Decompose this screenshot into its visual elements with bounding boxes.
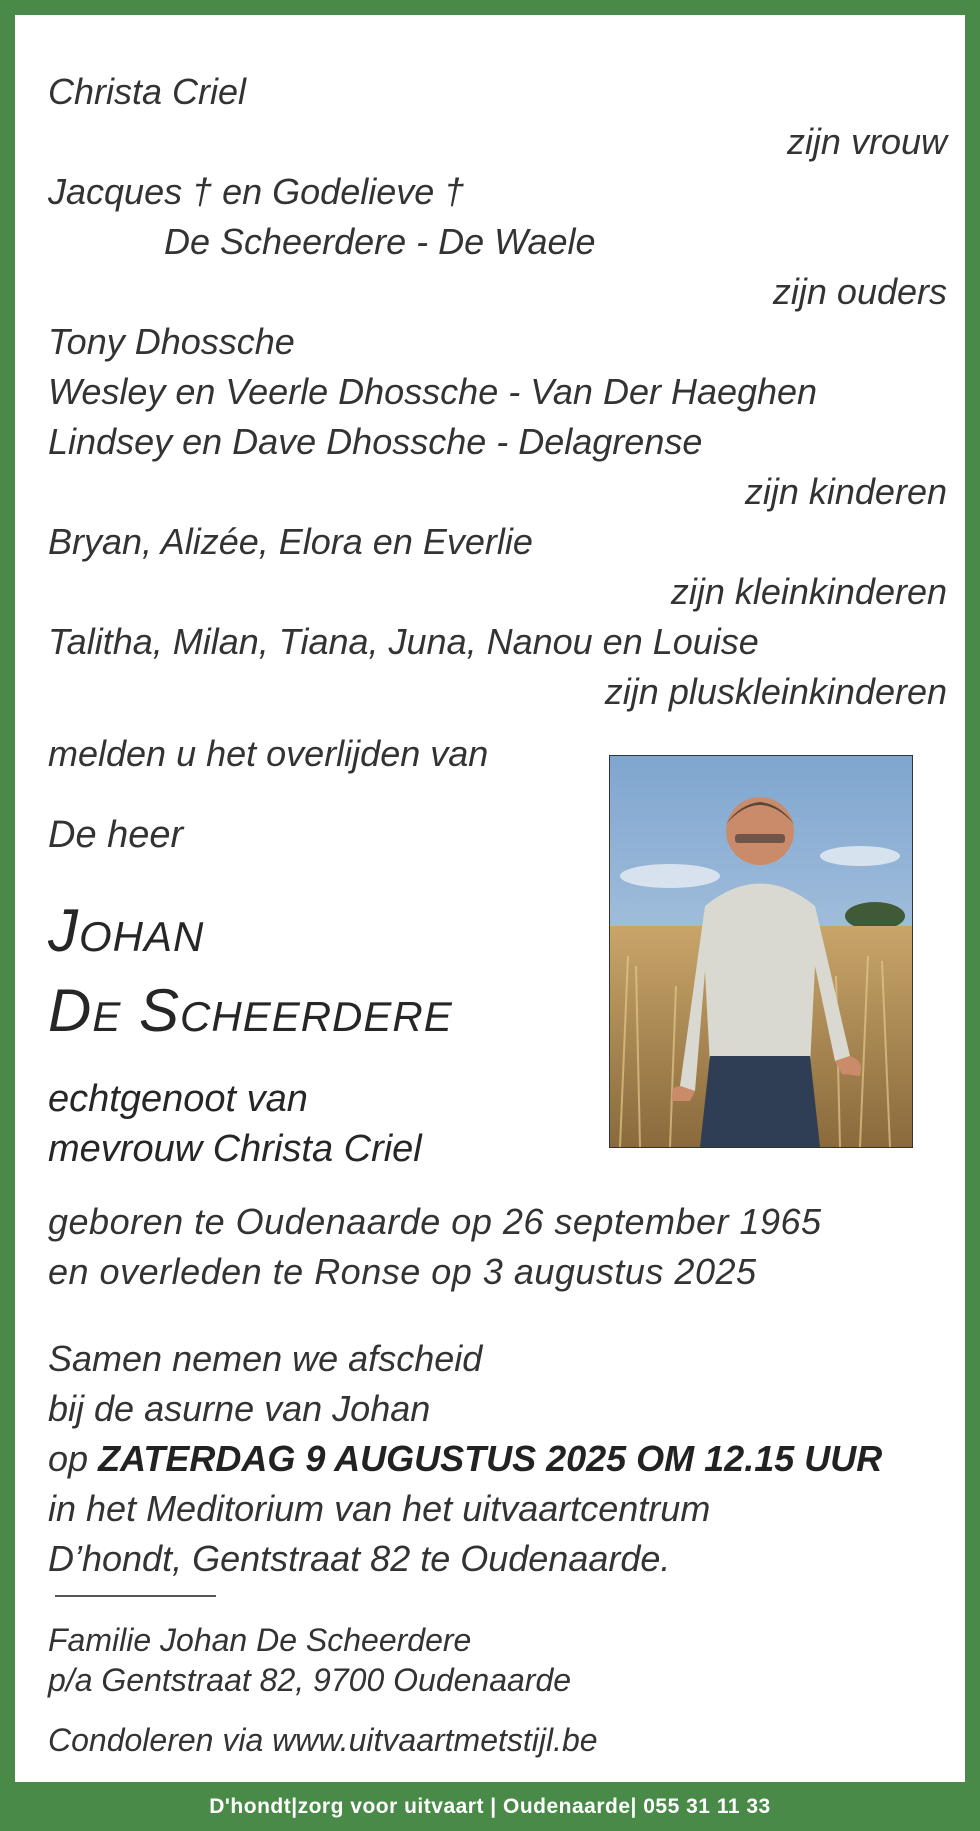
ceremony-prefix: op	[48, 1438, 89, 1479]
wife-role: zijn vrouw	[786, 121, 947, 162]
plus-grandchildren: Talitha, Milan, Tiana, Juna, Nanou en Louise	[48, 621, 759, 662]
parents-line-1: Jacques † en Godelieve †	[48, 171, 465, 212]
deceased-title: De heer	[48, 814, 184, 856]
birth-line: geboren te Oudenaarde op 26 september 1965	[48, 1201, 822, 1242]
ceremony-date: ZATERDAG 9 AUGUSTUS 2025 OM 12.15 UUR	[98, 1438, 883, 1479]
ceremony-line-4: in het Meditorium van het uitvaartcentrum	[48, 1488, 711, 1529]
family-line: Familie Johan De Scheerdere	[48, 1622, 472, 1658]
parents-line-2: De Scheerdere - De Waele	[164, 221, 596, 262]
spouse-line-2: mevrouw Christa Criel	[48, 1128, 422, 1170]
child-3: Lindsey en Dave Dhossche - Delagrense	[48, 421, 703, 462]
deceased-photo	[609, 755, 913, 1148]
ceremony-line-3	[48, 1437, 882, 1481]
wife-name: Christa Criel	[48, 71, 247, 112]
photo-illustration	[610, 756, 912, 1147]
footer-bar	[0, 1782, 980, 1831]
death-line: en overleden te Ronse op 3 augustus 2025	[48, 1251, 757, 1292]
address-line: p/a Gentstraat 82, 9700 Oudenaarde	[48, 1662, 572, 1698]
ceremony-line-1: Samen nemen we afscheid	[48, 1338, 483, 1379]
child-1: Tony Dhossche	[48, 321, 295, 362]
spouse-line-1: echtgenoot van	[48, 1078, 308, 1120]
ceremony-line-2: bij de asurne van Johan	[48, 1388, 431, 1429]
grandchildren: Bryan, Alizée, Elora en Everlie	[48, 521, 533, 562]
children-role: zijn kinderen	[744, 471, 947, 512]
divider	[55, 1595, 216, 1597]
child-2: Wesley en Veerle Dhossche - Van Der Haeghen	[48, 371, 818, 412]
grandchildren-role: zijn kleinkinderen	[670, 571, 947, 612]
parents-role: zijn ouders	[772, 271, 947, 312]
deceased-first-name: Johan	[48, 897, 205, 964]
ceremony-line-5: D’hondt, Gentstraat 82 te Oudenaarde.	[48, 1538, 671, 1579]
announcement: melden u het overlijden van	[48, 733, 489, 774]
plus-grandchildren-role: zijn pluskleinkinderen	[604, 671, 947, 712]
deceased-last-name: De Scheerdere	[48, 977, 453, 1044]
condolences-link[interactable]: Condoleren via www.uitvaartmetstijl.be	[48, 1722, 598, 1758]
obituary-card	[15, 15, 965, 1782]
footer-text: D'hondt|zorg voor uitvaart | Oudenaarde| 055 31 11 33	[209, 1794, 771, 1818]
